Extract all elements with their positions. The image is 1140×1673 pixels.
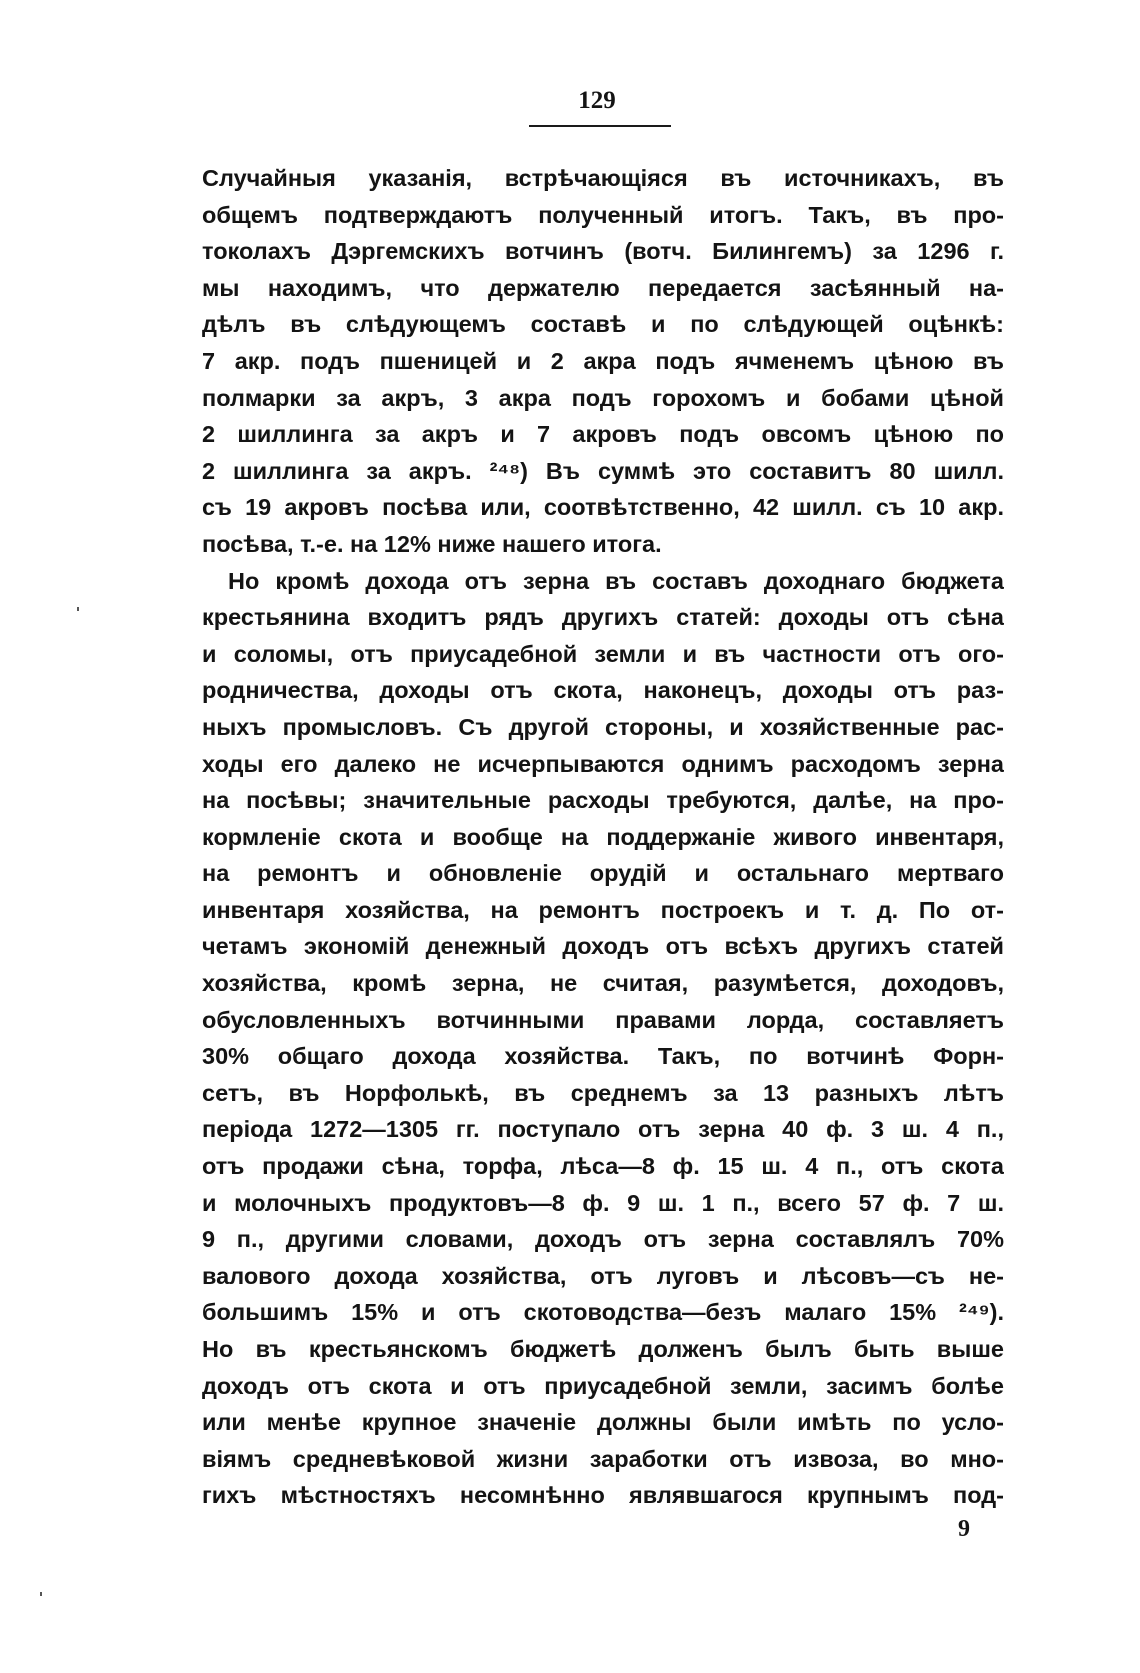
text-line: отъ продажи сѣна, торфа, лѣса—8 ф. 15 ш. 4 п., отъ скота <box>202 1153 1004 1180</box>
text-line: полмарки за акръ, 3 акра подъ горохомъ и бобами цѣной <box>202 384 1004 411</box>
text-line: Случайныя указанія, встрѣчающіяся въ источникахъ, въ <box>202 165 1004 191</box>
scan-speck <box>40 1592 42 1596</box>
page-number: 129 <box>578 87 616 114</box>
text-line: 2 шиллинга за акръ. ²⁴⁸) Въ суммѣ это составитъ 80 шилл. <box>202 457 1004 484</box>
text-line: общемъ подтверждаютъ полученный итогъ. Такъ, въ про- <box>202 201 1004 228</box>
text-line: Но кромѣ дохода отъ зерна въ составъ доходнаго бюджета <box>228 567 1004 594</box>
text-line: 9 п., другими словами, доходъ отъ зерна составлялъ 70% <box>202 1226 1004 1253</box>
text-line: сетъ, въ Норфолькѣ, въ среднемъ за 13 разныхъ лѣтъ <box>202 1079 1004 1106</box>
text-line: обусловленныхъ вотчинными правами лорда, составляетъ <box>202 1006 1004 1033</box>
header-rule <box>529 125 671 127</box>
text-line: и соломы, отъ приусадебной земли и въ частности отъ ого- <box>202 640 1004 667</box>
text-line: посѣва, т.-е. на 12% ниже нашего итога. <box>202 530 662 557</box>
text-line: віямъ средневѣковой жизни заработки отъ извоза, во мно- <box>202 1445 1004 1472</box>
page-header <box>0 86 1140 116</box>
text-line: мы находимъ, что держателю передается засѣянный на- <box>202 274 1004 301</box>
text-line: 7 акр. подъ пшеницей и 2 акра подъ ячменемъ цѣною въ <box>202 347 1004 374</box>
text-line: съ 19 акровъ посѣва или, соотвѣтственно, 42 шилл. съ 10 акр. <box>202 494 1004 521</box>
text-line: Но въ крестьянскомъ бюджетѣ долженъ былъ быть выше <box>202 1336 1004 1362</box>
text-line: ныхъ промысловъ. Съ другой стороны, и хозяйственные рас- <box>202 713 1004 740</box>
text-line: инвентаря хозяйства, на ремонтъ построекъ и т. д. По от- <box>202 896 1004 923</box>
signature-mark: 9 <box>958 1516 970 1542</box>
text-line: 30% общаго дохода хозяйства. Такъ, по вотчинѣ Форн- <box>202 1043 1004 1070</box>
text-line: четамъ экономій денежный доходъ отъ всѣхъ другихъ статей <box>202 933 1004 960</box>
text-line: 2 шиллинга за акръ и 7 акровъ подъ овсомъ цѣною по <box>202 421 1004 448</box>
scan-speck <box>77 607 79 611</box>
text-line: на ремонтъ и обновленіе орудій и остальнаго мертваго <box>202 860 1004 887</box>
text-line: и молочныхъ продуктовъ—8 ф. 9 ш. 1 п., всего 57 ф. 7 ш. <box>202 1189 1004 1216</box>
text-line: доходъ отъ скота и отъ приусадебной земли, засимъ болѣе <box>202 1372 1004 1399</box>
text-line: родничества, доходы отъ скота, наконецъ, доходы отъ раз- <box>202 677 1004 704</box>
text-line: хозяйства, кромѣ зерна, не считая, разумѣется, доходовъ, <box>202 970 1004 997</box>
text-line: кормленіе скота и вообще на поддержаніе живого инвентаря, <box>202 823 1004 850</box>
text-line: на посѣвы; значительные расходы требуются, далѣе, на про- <box>202 787 1004 814</box>
body-text <box>202 160 1004 1514</box>
text-line: ходы его далеко не исчерпываются однимъ расходомъ зерна <box>202 750 1004 777</box>
text-line: или менѣе крупное значеніе должны были имѣть по усло- <box>202 1409 1004 1436</box>
text-line: дѣлъ въ слѣдующемъ составѣ и по слѣдующей оцѣнкѣ: <box>202 311 1004 338</box>
text-line: гихъ мѣстностяхъ несомнѣнно являвшагося крупнымъ под- <box>202 1482 1004 1509</box>
text-line: валового дохода хозяйства, отъ луговъ и лѣсовъ—съ не- <box>202 1262 1004 1289</box>
text-line: періода 1272—1305 гг. поступало отъ зерна 40 ф. 3 ш. 4 п., <box>202 1116 1004 1143</box>
text-line: крестьянина входитъ рядъ другихъ статей: доходы отъ сѣна <box>202 604 1004 631</box>
text-line: большимъ 15% и отъ скотоводства—безъ малаго 15% ²⁴⁹). <box>202 1299 1004 1326</box>
text-line: токолахъ Дэргемскихъ вотчинъ (вотч. Билингемъ) за 1296 г. <box>202 238 1004 265</box>
